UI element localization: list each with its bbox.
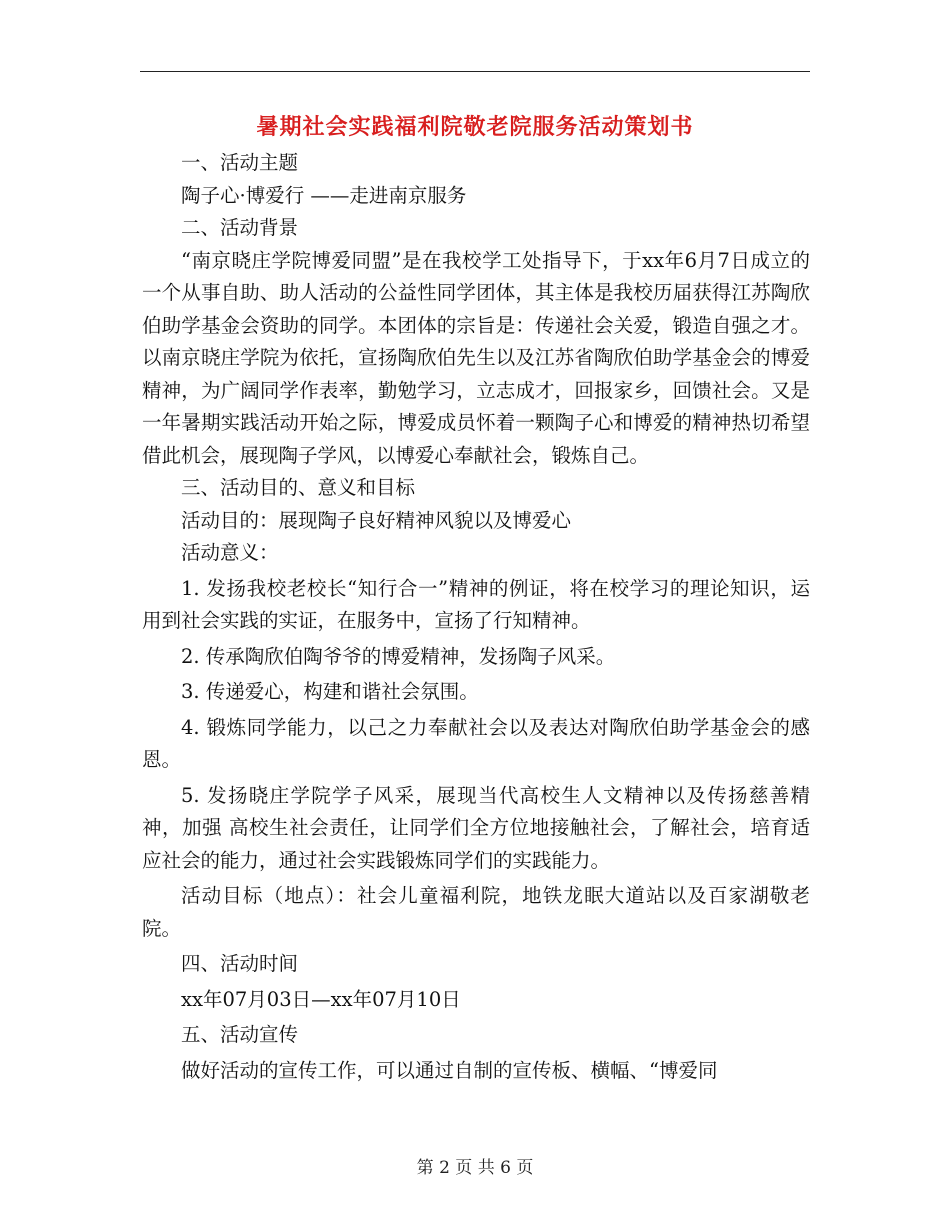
goal-location-text: 活动目标（地点）：社会儿童福利院，地铁龙眠大道站以及百家湖敬老院。 bbox=[142, 884, 810, 940]
section-heading-time: 四、活动时间 bbox=[181, 952, 299, 975]
document-title: 暑期社会实践福利院敬老院服务活动策划书 bbox=[256, 115, 694, 140]
significance-item-2: 2. 传承陶欣伯陶爷爷的博爱精神，发扬陶子风采。 bbox=[181, 644, 616, 668]
publicity-text: 做好活动的宣传工作，可以通过自制的宣传板、横幅、“博爱同 bbox=[181, 1058, 718, 1082]
significance-item-4: 4. 锻炼同学能力，以己之力奉献社会以及表达对陶欣伯助学基金会的感恩。 bbox=[142, 715, 810, 771]
purpose-text: 活动目的：展现陶子良好精神风貌以及博爱心 bbox=[181, 508, 572, 532]
section-heading-purpose: 三、活动目的、意义和目标 bbox=[181, 476, 416, 499]
significance-heading: 活动意义： bbox=[181, 541, 279, 564]
significance-item-5: 5. 发扬晓庄学院学子风采，展现当代高校生人文精神以及传扬慈善精神，加强 高校生社会责任，让同学们全方位地接触社会，了解社会，培育适应社会的能力，通过社会实践锻炼同学们的实践能力。 bbox=[142, 783, 810, 872]
significance-item-1: 1. 发扬我校老校长“知行合一”精神的例证，将在校学习的理论知识，运用到社会实践的实证，在服务中，宣扬了行知精神。 bbox=[142, 576, 810, 632]
time-text: xx年07月03日—xx年07月10日 bbox=[181, 987, 461, 1011]
section-heading-theme: 一、活动主题 bbox=[181, 151, 299, 174]
section-heading-background: 二、活动背景 bbox=[181, 216, 299, 239]
header-rule bbox=[140, 71, 810, 72]
document-body bbox=[142, 147, 810, 1087]
background-paragraph: “南京晓庄学院博爱同盟”是在我校学工处指导下，于xx年6月7日成立的一个从事自助、助人活动的公益性同学团体，其主体是我校历届获得江苏陶欣伯助学基金会资助的同学。本团体的宗旨是：传递社会关爱，锻造自强之才。以南京晓庄学院为依托，宣扬陶欣伯先生以及江苏省陶欣伯助学基金会的博爱精神，为广阔同学作表率，勤勉学习，立志成才，回报家乡，回馈社会。又是一年暑期实践活动开始之际，博爱成员怀着一颗陶子心和博爱的精神热切希望借此机会，展现陶子学风，以博爱心奉献社会，锻炼自己。 bbox=[142, 248, 810, 467]
theme-text: 陶子心·博爱行 ——走进南京服务 bbox=[181, 183, 467, 207]
page-footer: 第 2 页 共 6 页 bbox=[416, 1158, 534, 1178]
section-heading-publicity: 五、活动宣传 bbox=[181, 1023, 299, 1046]
significance-item-3: 3. 传递爱心，构建和谐社会氛围。 bbox=[181, 680, 479, 703]
